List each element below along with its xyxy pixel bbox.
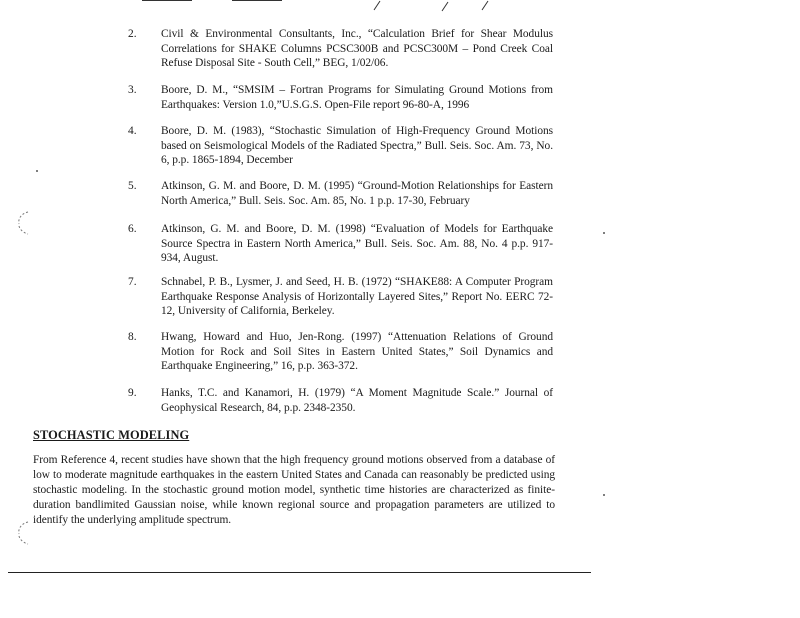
reference-text: Boore, D. M. (1983), “Stochastic Simulation of High-Frequency Ground Motions based on Seismological Models of the Radiated Spectra,” Bull. Seis. Soc. Am. 73, No. 6, p.p. 1865-1894, December bbox=[161, 125, 553, 167]
reference-number: 5. bbox=[128, 180, 137, 192]
scan-speck bbox=[603, 494, 605, 496]
reference-text: Boore, D. M., “SMSIM – Fortran Programs for Simulating Ground Motions from Earthquakes: Version 1.0,”U.S.G.S. Open-File report 96-80-A, 1996 bbox=[161, 84, 553, 111]
body-paragraph: From Reference 4, recent studies have shown that the high frequency ground motions observed from a database of low to moderate magnitude earthquakes in the eastern United States and Canada can reasonably be predicted using stochastic modeling. In the stochastic ground motion model, synthetic time histories are characterized as finite-duration bandlimited Gaussian noise, while known regional source and propagation parameters are utilized to identify the underlying amplitude spectrum. bbox=[33, 454, 555, 526]
reference-number: 8. bbox=[128, 331, 137, 343]
reference-number: 7. bbox=[128, 276, 137, 288]
reference-number: 4. bbox=[128, 125, 137, 137]
reference-text: Atkinson, G. M. and Boore, D. M. (1998) “Evaluation of Models for Earthquake Source Spectra in Eastern North America,” Bull. Seis. Soc. Am. 88, No. 4 p.p. 917-934, August. bbox=[161, 223, 553, 265]
reference-text: Civil & Environmental Consultants, Inc., “Calculation Brief for Shear Modulus Correlations for SHAKE Columns PCSC300B and PCSC300M – Pond Creek Coal Refuse Disposal Site - South Cell,” BEG, 1/02/06. bbox=[161, 28, 553, 70]
reference-number: 2. bbox=[128, 28, 137, 40]
reference-text: Schnabel, P. B., Lysmer, J. and Seed, H. B. (1972) “SHAKE88: A Computer Program Earthquake Response Analysis of Horizontally Layered Sites,” Report No. EERC 72-12, University of California, Berkeley. bbox=[161, 276, 553, 318]
punch-hole-mark bbox=[16, 210, 32, 236]
punch-hole-mark bbox=[16, 520, 32, 546]
top-rule bbox=[142, 0, 192, 1]
reference-text: Hanks, T.C. and Kanamori, H. (1979) “A Moment Magnitude Scale.” Journal of Geophysical Research, 84, p.p. 2348-2350. bbox=[161, 387, 553, 414]
reference-text: Hwang, Howard and Huo, Jen-Rong. (1997) “Attenuation Relations of Ground Motion for Rock and Soil Sites in Eastern United States,” Soil Dynamics and Earthquake Engineering,” 16, p.p. 363-372. bbox=[161, 331, 553, 373]
footer-rule bbox=[8, 572, 591, 573]
scan-speck bbox=[603, 232, 605, 234]
handwritten-mark bbox=[372, 0, 512, 12]
reference-number: 9. bbox=[128, 387, 137, 399]
top-rule bbox=[232, 0, 282, 1]
reference-number: 6. bbox=[128, 223, 137, 235]
reference-text: Atkinson, G. M. and Boore, D. M. (1995) “Ground-Motion Relationships for Eastern North America,” Bull. Seis. Soc. Am. 85, No. 1 p.p. 17-30, February bbox=[161, 180, 553, 207]
scan-speck bbox=[36, 170, 38, 172]
section-heading: STOCHASTIC MODELING bbox=[33, 428, 190, 442]
reference-number: 3. bbox=[128, 84, 137, 96]
